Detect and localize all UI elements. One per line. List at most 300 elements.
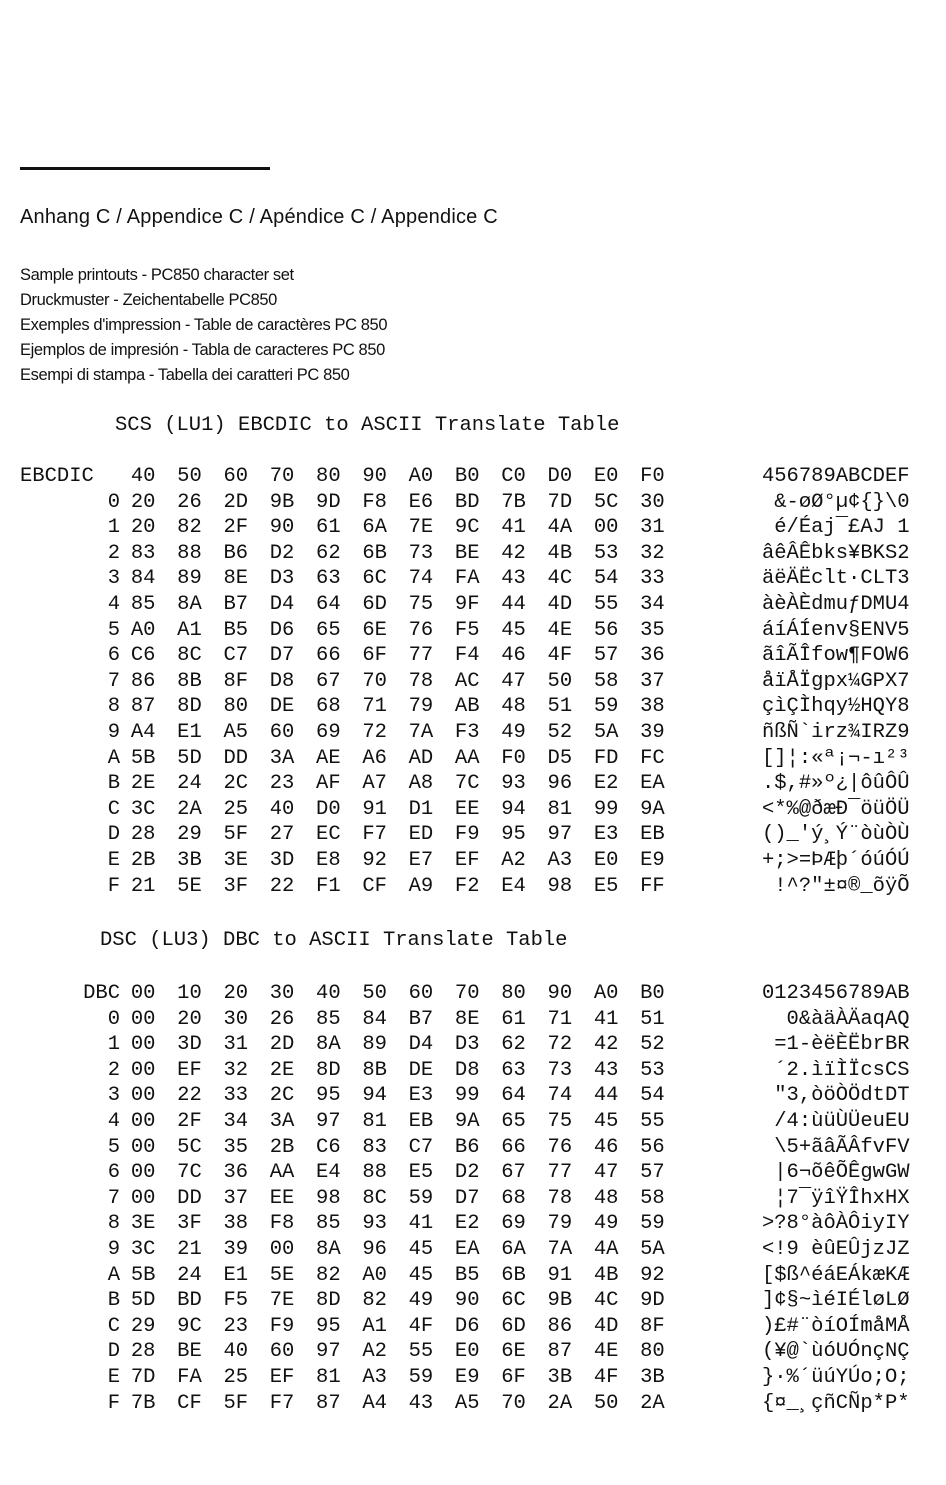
hex-cell: 9A: [640, 797, 665, 821]
hex-cell: 6A: [501, 1237, 526, 1261]
header-chars: 0123456789AB: [761, 982, 910, 1005]
intro-line: Exemples d'impression - Table de caractères PC 850: [20, 316, 388, 334]
hex-cell: 8B: [362, 1058, 387, 1082]
hex-cell: 41: [593, 1007, 619, 1031]
table-row: [20, 1314, 910, 1340]
hex-cell: 3A: [269, 1109, 295, 1133]
hex-cell: D8: [269, 669, 295, 693]
spacer: [676, 541, 714, 567]
hex-cell: 45: [408, 1263, 434, 1287]
hex-cell: 80: [223, 695, 249, 719]
hex-cell: 3C: [130, 797, 156, 821]
hex-cell: FF: [640, 874, 665, 898]
hex-cell: A1: [177, 618, 202, 642]
hex-cell: 95: [316, 1084, 341, 1108]
hex-cell: 60: [269, 720, 295, 744]
hex-cell: 00: [130, 1033, 156, 1057]
hex-cell: 96: [362, 1237, 387, 1261]
hex-cell: D7: [269, 644, 295, 668]
spacer: [676, 1109, 714, 1135]
hex-cell: 53: [593, 541, 619, 565]
hex-cell: 90: [269, 516, 295, 540]
hex-cell: 78: [547, 1186, 573, 1210]
hex-cell: 37: [640, 669, 665, 693]
hex-cell: 69: [316, 720, 341, 744]
hex-cell: A5: [454, 1391, 480, 1415]
hex-cell: 59: [593, 695, 619, 719]
hex-cell: 44: [501, 592, 526, 616]
hex-cell: 96: [547, 772, 573, 796]
hex-cell: 23: [223, 1314, 249, 1338]
hex-cell: 45: [408, 1237, 434, 1261]
hex-cell: BD: [454, 490, 480, 514]
hex-cell: 8E: [223, 567, 249, 591]
hex-cell: 91: [547, 1263, 573, 1287]
table-row: [20, 720, 910, 746]
column-header: 70: [454, 982, 480, 1005]
intro-line: Druckmuster - Zeichentabelle PC850: [20, 291, 277, 309]
hex-cell: 4A: [547, 516, 573, 540]
hex-cell: D4: [269, 592, 295, 616]
hex-cell: 28: [130, 823, 156, 847]
hex-cell: 2F: [177, 1109, 202, 1133]
hex-cell: BD: [177, 1289, 202, 1313]
hex-cell: 7E: [269, 1289, 295, 1313]
hex-cell: EA: [640, 772, 665, 796]
table-row: [20, 1160, 910, 1186]
hex-cell: 8A: [316, 1237, 341, 1261]
column-header: 20: [223, 982, 249, 1005]
table-row: [20, 669, 910, 695]
column-header: 50: [362, 982, 387, 1005]
hex-cell: 4F: [408, 1314, 434, 1338]
hex-cell: 89: [362, 1033, 387, 1057]
hex-cell: 6D: [501, 1314, 526, 1338]
hex-cell: 00: [593, 516, 619, 540]
hex-cell: 83: [362, 1135, 387, 1159]
hex-cell: 2B: [269, 1135, 295, 1159]
row-label: 1: [107, 1033, 120, 1057]
hex-cell: 88: [177, 541, 202, 565]
row-chars: /4:ùüÙÜeuEU: [774, 1109, 910, 1133]
table-row: [20, 1186, 910, 1212]
hex-cell: 54: [593, 567, 619, 591]
hex-cell: 2C: [223, 772, 249, 796]
hex-cell: D7: [454, 1186, 480, 1210]
hex-cell: 59: [408, 1186, 434, 1210]
hex-cell: 22: [269, 874, 295, 898]
hex-cell: 5C: [593, 490, 619, 514]
table-row: [20, 848, 910, 874]
hex-cell: 8C: [177, 644, 202, 668]
hex-cell: A6: [362, 746, 387, 770]
table-row: [20, 1391, 910, 1417]
row-chars: áíÁÍenv§ENV5: [761, 618, 910, 642]
row-chars: âêÂÊbks¥BKS2: [761, 541, 910, 565]
table-row: [20, 1109, 910, 1135]
hex-cell: 5E: [177, 874, 202, 898]
hex-cell: 72: [362, 720, 387, 744]
hex-cell: AA: [269, 1161, 295, 1185]
spacer: [676, 464, 714, 490]
hex-cell: 59: [640, 1212, 665, 1236]
dsc-table-title: DSC (LU3) DBC to ASCII Translate Table: [100, 929, 568, 952]
hex-cell: 58: [593, 669, 619, 693]
row-chars: åïÅÏgpx¼GPX7: [761, 669, 910, 693]
hex-cell: 26: [177, 490, 202, 514]
hex-cell: 24: [177, 1263, 202, 1287]
row-label: A: [107, 746, 120, 770]
hex-cell: 86: [130, 669, 156, 693]
row-chars: &-øØ°µ¢{}\0: [774, 490, 910, 514]
spacer: [676, 1058, 714, 1084]
hex-cell: 9F: [454, 592, 480, 616]
hex-cell: 21: [130, 874, 156, 898]
row-label: 5: [107, 618, 120, 642]
row-chars: <!9 èûEÛjzJZ: [761, 1237, 910, 1261]
hex-cell: 82: [316, 1263, 341, 1287]
spacer: [676, 1135, 714, 1161]
hex-cell: 7B: [501, 490, 526, 514]
hex-cell: E0: [593, 848, 619, 872]
row-label: 2: [107, 541, 120, 565]
spacer: [676, 669, 714, 695]
row-label: C: [107, 1314, 120, 1338]
hex-cell: E0: [454, 1340, 480, 1364]
spacer: [676, 1211, 714, 1237]
hex-cell: 48: [593, 1186, 619, 1210]
row-chars: ()_'ý¸Ý¨òùÒÙ: [761, 823, 910, 847]
column-header: E0: [593, 465, 619, 488]
row-chars: |6¬õêÕÊgwGW: [774, 1161, 910, 1185]
column-header: 00: [130, 982, 156, 1005]
hex-cell: 29: [130, 1314, 156, 1338]
scs-table-title: SCS (LU1) EBCDIC to ASCII Translate Table: [115, 414, 620, 437]
hex-cell: 63: [316, 567, 341, 591]
spacer: [676, 566, 714, 592]
table-row: [20, 1263, 910, 1289]
hex-cell: 82: [177, 516, 202, 540]
hex-cell: 5D: [130, 1289, 156, 1313]
hex-cell: 67: [501, 1161, 526, 1185]
hex-cell: 94: [501, 797, 526, 821]
hex-cell: 3B: [547, 1365, 573, 1389]
hex-cell: F1: [316, 874, 341, 898]
hex-cell: 54: [640, 1084, 665, 1108]
hex-cell: 2B: [130, 848, 156, 872]
hex-cell: EE: [454, 797, 480, 821]
column-header: A0: [593, 982, 619, 1005]
hex-cell: F2: [454, 874, 480, 898]
hex-cell: D6: [454, 1314, 480, 1338]
hex-cell: 73: [408, 541, 434, 565]
spacer: [676, 1263, 714, 1289]
hex-cell: 50: [547, 669, 573, 693]
hex-cell: 25: [223, 1365, 249, 1389]
row-chars: ãîÃÎfow¶FOW6: [761, 644, 910, 668]
hex-cell: 9C: [177, 1314, 202, 1338]
spacer: [676, 720, 714, 746]
hex-cell: 3F: [223, 874, 249, 898]
hex-cell: 37: [223, 1186, 249, 1210]
table-row: [20, 566, 910, 592]
hex-cell: D2: [269, 541, 295, 565]
hex-cell: 60: [269, 1340, 295, 1364]
row-chars: çìÇÌhqy½HQY8: [761, 695, 910, 719]
row-chars: ´2.ìïÌÏcsCS: [774, 1058, 910, 1082]
hex-cell: 5F: [223, 823, 249, 847]
hex-cell: 4B: [547, 541, 573, 565]
hex-cell: 8F: [640, 1314, 665, 1338]
hex-cell: 5F: [223, 1391, 249, 1415]
hex-cell: 39: [223, 1237, 249, 1261]
hex-cell: 5A: [640, 1237, 665, 1261]
row-label: 4: [107, 592, 120, 616]
hex-cell: 30: [640, 490, 665, 514]
row-chars: 0&àäÀÄaqAQ: [786, 1007, 910, 1031]
spacer: [676, 515, 714, 541]
hex-cell: 63: [501, 1058, 526, 1082]
hex-cell: AA: [454, 746, 480, 770]
hex-cell: 6E: [362, 618, 387, 642]
hex-cell: 41: [408, 1212, 434, 1236]
hex-cell: 65: [316, 618, 341, 642]
row-label: D: [107, 823, 120, 847]
hex-cell: 3E: [223, 848, 249, 872]
hex-cell: EF: [269, 1365, 295, 1389]
hex-cell: A1: [362, 1314, 387, 1338]
column-header: 60: [223, 465, 249, 488]
appendix-heading: Anhang C / Appendice C / Apéndice C / Appendice C: [20, 206, 498, 228]
row-chars: <*%@ðæÐ¯öüÖÜ: [761, 797, 910, 821]
hex-cell: 5C: [177, 1135, 202, 1159]
hex-cell: 87: [547, 1340, 573, 1364]
hex-cell: 92: [362, 848, 387, 872]
hex-cell: 30: [223, 1007, 249, 1031]
hex-cell: 4B: [593, 1263, 619, 1287]
hex-cell: 7D: [547, 490, 573, 514]
intro-line: Sample printouts - PC850 character set: [20, 266, 294, 284]
spacer: [676, 874, 714, 900]
column-header: B0: [454, 465, 480, 488]
spacer: [676, 822, 714, 848]
hex-cell: 00: [130, 1058, 156, 1082]
hex-cell: D4: [408, 1033, 434, 1057]
hex-cell: 4A: [593, 1237, 619, 1261]
hex-cell: 99: [593, 797, 619, 821]
hex-cell: 3D: [269, 848, 295, 872]
table-row: [20, 490, 910, 516]
hex-cell: 5A: [593, 720, 619, 744]
column-header: 70: [269, 465, 295, 488]
hex-cell: 9B: [547, 1289, 573, 1313]
hex-cell: DE: [408, 1058, 434, 1082]
hex-cell: 43: [408, 1391, 434, 1415]
hex-cell: 76: [547, 1135, 573, 1159]
hex-cell: 6F: [362, 644, 387, 668]
hex-cell: A7: [362, 772, 387, 796]
hex-cell: FA: [177, 1365, 202, 1389]
hex-cell: 39: [640, 720, 665, 744]
hex-cell: 87: [316, 1391, 341, 1415]
hex-cell: 57: [593, 644, 619, 668]
hex-cell: 5B: [130, 1263, 156, 1287]
row-chars: )£#¨òíOÍmåMÅ: [761, 1314, 910, 1338]
hex-cell: 24: [177, 772, 202, 796]
hex-cell: B7: [408, 1007, 434, 1031]
header-rule: [20, 167, 270, 170]
intro-line: Ejemplos de impresión - Tabla de caracteres PC 850: [20, 341, 385, 359]
hex-cell: 82: [362, 1289, 387, 1313]
hex-cell: 47: [593, 1161, 619, 1185]
row-label: B: [107, 1289, 120, 1313]
table-row: [20, 874, 910, 900]
hex-cell: 93: [362, 1212, 387, 1236]
hex-cell: 72: [547, 1033, 573, 1057]
hex-cell: 85: [316, 1007, 341, 1031]
hex-cell: 3B: [640, 1365, 665, 1389]
spacer: [676, 1391, 714, 1417]
hex-cell: 8C: [362, 1186, 387, 1210]
hex-cell: AD: [408, 746, 434, 770]
hex-cell: 95: [501, 823, 526, 847]
spacer: [676, 1365, 714, 1391]
hex-cell: 41: [501, 516, 526, 540]
hex-cell: 55: [408, 1340, 434, 1364]
spacer: [676, 1032, 714, 1058]
hex-cell: 43: [501, 567, 526, 591]
hex-cell: 93: [501, 772, 526, 796]
table-header-row: [20, 981, 910, 1007]
column-header: 30: [269, 982, 295, 1005]
column-header: C0: [501, 465, 526, 488]
table-row: [20, 771, 910, 797]
hex-cell: 00: [130, 1084, 156, 1108]
row-label: 1: [107, 516, 120, 540]
hex-cell: DD: [223, 746, 249, 770]
intro-line: Esempi di stampa - Tabella dei caratteri PC 850: [20, 366, 350, 384]
hex-cell: DD: [177, 1186, 202, 1210]
hex-cell: 2A: [547, 1391, 573, 1415]
hex-cell: 81: [547, 797, 573, 821]
hex-cell: 8E: [454, 1007, 480, 1031]
hex-cell: 85: [130, 592, 156, 616]
hex-cell: 45: [501, 618, 526, 642]
hex-cell: 33: [640, 567, 665, 591]
hex-cell: AC: [454, 669, 480, 693]
hex-cell: F5: [454, 618, 480, 642]
hex-cell: 7C: [454, 772, 480, 796]
hex-cell: 8F: [223, 669, 249, 693]
column-header: 80: [316, 465, 341, 488]
hex-cell: 68: [316, 695, 341, 719]
hex-cell: 51: [547, 695, 573, 719]
hex-cell: FD: [593, 746, 619, 770]
scs-translate-table: [20, 464, 910, 899]
hex-cell: 32: [640, 541, 665, 565]
hex-cell: 2D: [269, 1033, 295, 1057]
hex-cell: 9C: [454, 516, 480, 540]
hex-cell: 00: [130, 1186, 156, 1210]
hex-cell: D0: [316, 797, 341, 821]
row-label: E: [107, 1365, 120, 1389]
hex-cell: 68: [501, 1186, 526, 1210]
hex-cell: F7: [362, 823, 387, 847]
hex-cell: 5D: [177, 746, 202, 770]
hex-cell: 4C: [547, 567, 573, 591]
hex-cell: D2: [454, 1161, 480, 1185]
hex-cell: E2: [454, 1212, 480, 1236]
hex-cell: 29: [177, 823, 202, 847]
hex-cell: 7C: [177, 1161, 202, 1185]
hex-cell: 46: [593, 1135, 619, 1159]
hex-cell: A9: [408, 874, 434, 898]
row-chars: [$ß^éáEÁkæKÆ: [761, 1263, 910, 1287]
column-header: F0: [640, 465, 665, 488]
row-label: 0: [107, 1007, 120, 1031]
hex-cell: 55: [640, 1109, 665, 1133]
row-chars: +;>=ÞÆþ´óúÓÚ: [761, 848, 910, 872]
spacer: [676, 592, 714, 618]
hex-cell: A4: [130, 720, 156, 744]
hex-cell: 79: [408, 695, 434, 719]
row-label: 7: [107, 669, 120, 693]
row-label: 8: [107, 1212, 120, 1236]
hex-cell: 75: [408, 592, 434, 616]
hex-cell: 59: [408, 1365, 434, 1389]
hex-cell: 4D: [593, 1314, 619, 1338]
hex-cell: 8B: [177, 669, 202, 693]
hex-cell: AB: [454, 695, 480, 719]
hex-cell: A4: [362, 1391, 387, 1415]
hex-cell: 88: [362, 1161, 387, 1185]
spacer: [676, 981, 714, 1007]
row-label: 6: [107, 1161, 120, 1185]
row-label: E: [107, 848, 120, 872]
hex-cell: 2E: [130, 772, 156, 796]
hex-cell: 7A: [408, 720, 434, 744]
hex-cell: DE: [269, 695, 295, 719]
table-row: [20, 1288, 910, 1314]
hex-cell: 65: [501, 1109, 526, 1133]
row-chars: {¤_¸çñCÑp*P*: [761, 1391, 910, 1415]
hex-cell: 35: [640, 618, 665, 642]
hex-cell: 34: [640, 592, 665, 616]
hex-cell: 79: [547, 1212, 573, 1236]
hex-cell: 57: [640, 1161, 665, 1185]
hex-cell: 98: [547, 874, 573, 898]
row-chars: (¥@`ùóUÓnçNÇ: [761, 1340, 910, 1364]
hex-cell: 76: [408, 618, 434, 642]
hex-cell: BE: [177, 1340, 202, 1364]
hex-cell: 2A: [177, 797, 202, 821]
hex-cell: ED: [408, 823, 434, 847]
hex-cell: 7A: [547, 1237, 573, 1261]
table-row: [20, 1237, 910, 1263]
hex-cell: 73: [547, 1058, 573, 1082]
hex-cell: 52: [547, 720, 573, 744]
hex-cell: 47: [501, 669, 526, 693]
column-header: 90: [362, 465, 387, 488]
hex-cell: 50: [593, 1391, 619, 1415]
hex-cell: 97: [316, 1340, 341, 1364]
hex-cell: 70: [362, 669, 387, 693]
hex-cell: 42: [501, 541, 526, 565]
header-chars: 456789ABCDEF: [761, 465, 910, 488]
row-label: 5: [107, 1135, 120, 1159]
table-row: [20, 746, 910, 772]
hex-cell: 62: [316, 541, 341, 565]
